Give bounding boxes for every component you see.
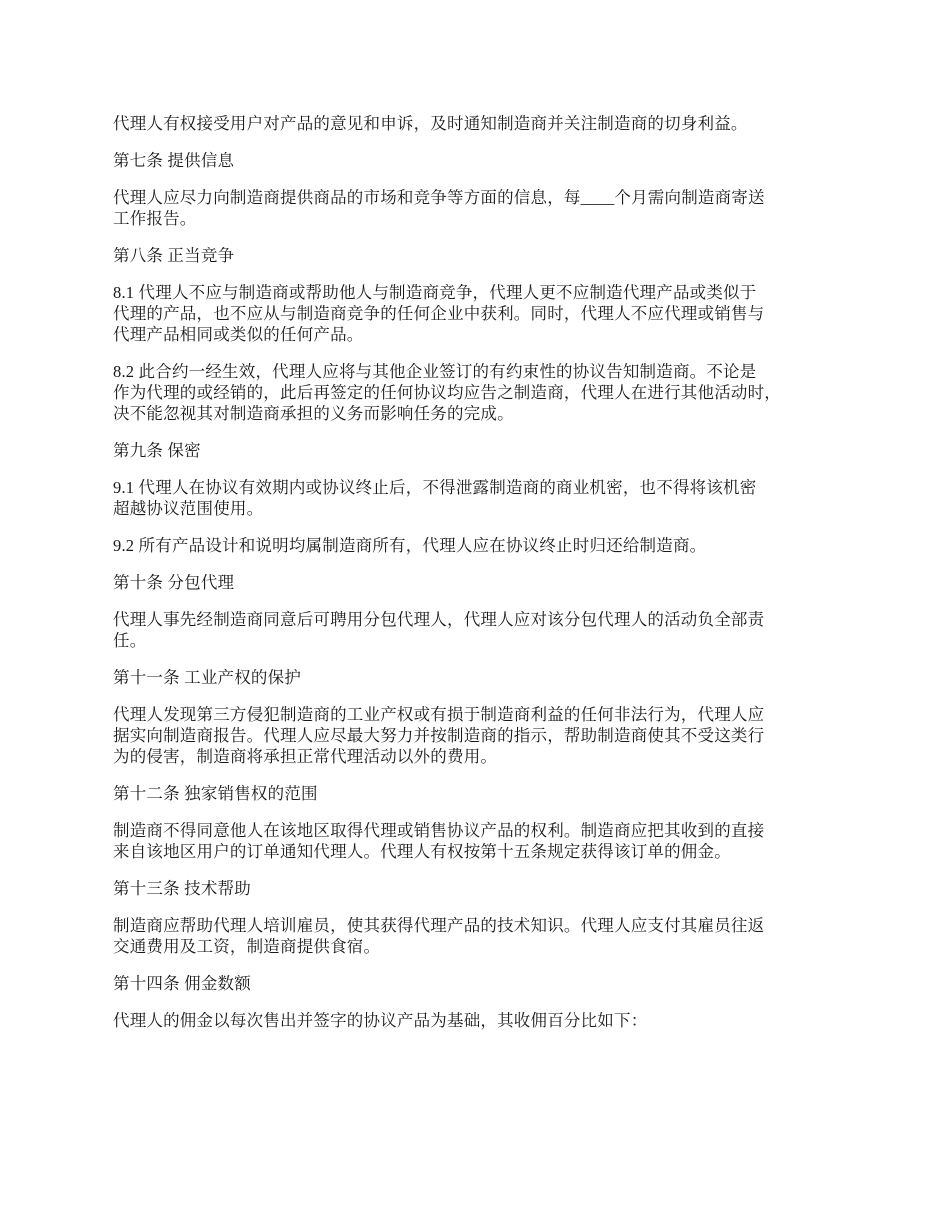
paragraph-article-13 xyxy=(113,915,853,957)
document-page xyxy=(113,113,853,1047)
text-line: 9.2 所有产品设计和说明均属制造商所有，代理人应在协议终止时归还给制造商。 xyxy=(113,536,707,555)
text-line: 代理产品相同或类似的任何产品。 xyxy=(113,325,364,344)
paragraph-8-2 xyxy=(113,361,853,424)
article-8-heading xyxy=(113,245,853,266)
article-7-heading xyxy=(113,150,853,171)
article-12-heading xyxy=(113,783,853,804)
text-line: 9.1 代理人在协议有效期内或协议终止后，不得泄露制造商的商业机密，也不得将该机密 xyxy=(113,478,757,497)
article-14-heading xyxy=(113,973,853,994)
paragraph-article-10 xyxy=(113,609,853,651)
text-line: 决不能忽视其对制造商承担的义务而影响任务的完成。 xyxy=(113,404,514,423)
text-line: 第十三条 技术帮助 xyxy=(113,879,251,898)
article-9-heading xyxy=(113,440,853,461)
text-line: 交通费用及工资，制造商提供食宿。 xyxy=(113,937,381,956)
text-line: 第九条 保密 xyxy=(113,441,201,460)
text-line: 代理人事先经制造商同意后可聘用分包代理人，代理人应对该分包代理人的活动负全部责 xyxy=(113,610,765,629)
text-line: 为的侵害，制造商将承担正常代理活动以外的费用。 xyxy=(113,747,498,766)
paragraph-9-2 xyxy=(113,535,853,556)
paragraph-article-7 xyxy=(113,187,853,229)
paragraph-article-12 xyxy=(113,820,853,862)
paragraph-8-1 xyxy=(113,282,853,345)
text-line: 任。 xyxy=(113,631,147,650)
text-line: 据实向制造商报告。代理人应尽最大努力并按制造商的指示，帮助制造商使其不受这类行 xyxy=(113,726,765,745)
document-body xyxy=(113,113,853,1031)
text-line: 8.1 代理人不应与制造商或帮助他人与制造商竞争，代理人更不应制造代理产品或类似于 xyxy=(113,283,757,302)
text-line: 第八条 正当竞争 xyxy=(113,246,235,265)
text-line: 第十一条 工业产权的保护 xyxy=(113,668,302,687)
text-line: 8.2 此合约一经生效，代理人应将与其他企业签订的有约束性的协议告知制造商。不论是 xyxy=(113,362,757,381)
text-line: 制造商不得同意他人在该地区取得代理或销售协议产品的权利。制造商应把其收到的直接 xyxy=(113,821,765,840)
text-line: 超越协议范围使用。 xyxy=(113,499,264,518)
article-11-heading xyxy=(113,667,853,688)
text-line: 作为代理的或经销的，此后再签定的任何协议均应告之制造商，代理人在进行其他活动时， xyxy=(113,383,781,402)
text-line: 代理人发现第三方侵犯制造商的工业产权或有损于制造商利益的任何非法行为，代理人应 xyxy=(113,705,765,724)
text-line: 第十二条 独家销售权的范围 xyxy=(113,784,318,803)
article-13-heading xyxy=(113,878,853,899)
paragraph-article-11 xyxy=(113,704,853,767)
paragraph-user-feedback xyxy=(113,113,853,134)
paragraph-article-14 xyxy=(113,1010,853,1031)
text-line: 第七条 提供信息 xyxy=(113,151,235,170)
text-line: 第十四条 佣金数额 xyxy=(113,974,251,993)
text-line: 代理人有权接受用户对产品的意见和申诉，及时通知制造商并关注制造商的切身利益。 xyxy=(113,114,748,133)
text-line: 工作报告。 xyxy=(113,209,197,228)
article-10-heading xyxy=(113,572,853,593)
paragraph-9-1 xyxy=(113,477,853,519)
text-line: 代理人应尽力向制造商提供商品的市场和竞争等方面的信息，每____个月需向制造商寄送 xyxy=(113,188,765,207)
text-line: 来自该地区用户的订单通知代理人。代理人有权按第十五条规定获得该订单的佣金。 xyxy=(113,842,731,861)
text-line: 代理人的佣金以每次售出并签字的协议产品为基础，其收佣百分比如下： xyxy=(113,1011,648,1030)
text-line: 第十条 分包代理 xyxy=(113,573,235,592)
text-line: 代理的产品，也不应从与制造商竞争的任何企业中获利。同时，代理人不应代理或销售与 xyxy=(113,304,765,323)
text-line: 制造商应帮助代理人培训雇员，使其获得代理产品的技术知识。代理人应支付其雇员往返 xyxy=(113,916,765,935)
